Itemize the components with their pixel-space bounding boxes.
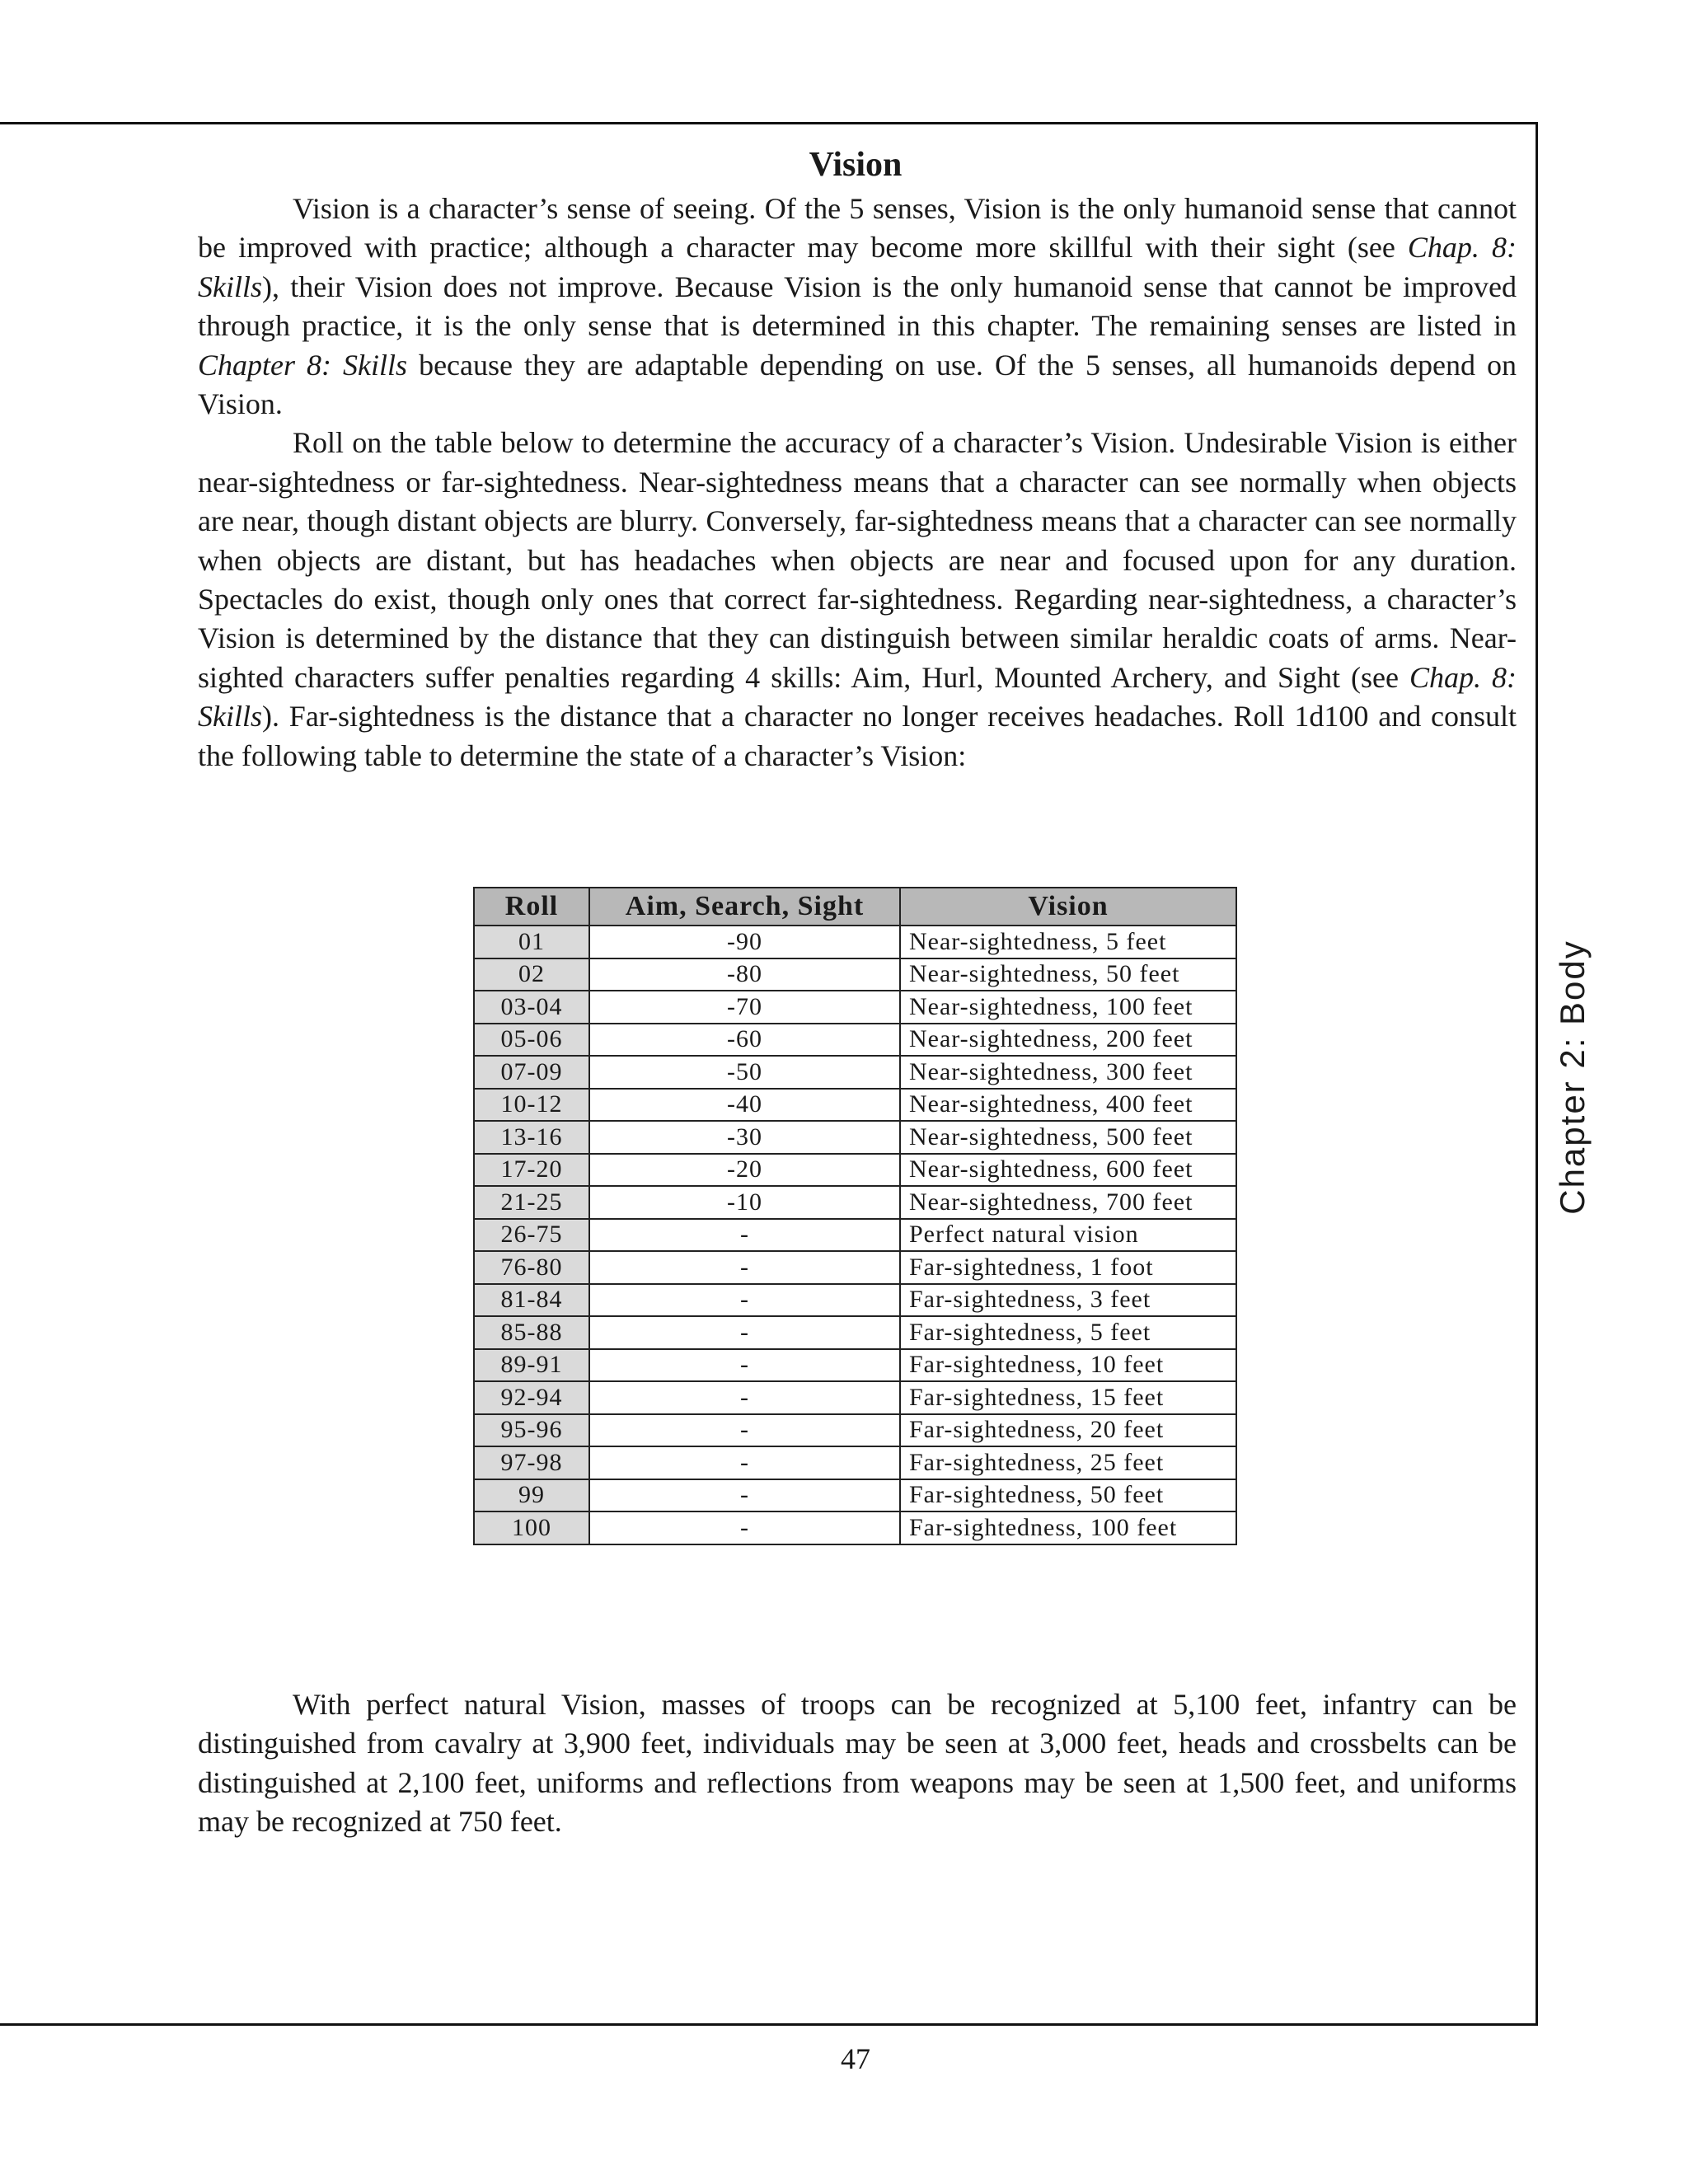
modifier-cell: -50: [589, 1056, 900, 1089]
section-title: Vision: [809, 146, 903, 184]
chapter-side-tab-label: Chapter 2: Body: [1553, 940, 1592, 1215]
vision-cell: Near-sightedness, 700 feet: [900, 1186, 1236, 1219]
vision-cell: Far-sightedness, 15 feet: [900, 1381, 1236, 1414]
table-row: [474, 1349, 1236, 1382]
vision-table: [473, 887, 1237, 1545]
modifier-cell: -: [589, 1251, 900, 1284]
intro-paragraph-1: [198, 190, 1517, 424]
roll-cell: 99: [474, 1479, 589, 1512]
modifier-cell: -60: [589, 1024, 900, 1057]
vision-cell: Near-sightedness, 500 feet: [900, 1121, 1236, 1154]
table-row: [474, 1056, 1236, 1089]
vision-cell: Far-sightedness, 25 feet: [900, 1446, 1236, 1479]
roll-cell: 01: [474, 926, 589, 958]
vision-cell: Near-sightedness, 5 feet: [900, 926, 1236, 958]
modifier-cell: -30: [589, 1121, 900, 1154]
table-body: [474, 926, 1236, 1544]
roll-cell: 100: [474, 1511, 589, 1544]
vision-cell: Near-sightedness, 200 feet: [900, 1024, 1236, 1057]
table-header-row: [474, 888, 1236, 926]
chapter-reference: Chapter 8: Skills: [198, 348, 408, 382]
vision-cell: Near-sightedness, 50 feet: [900, 958, 1236, 991]
table-row: [474, 1251, 1236, 1284]
roll-cell: 21-25: [474, 1186, 589, 1219]
roll-cell: 97-98: [474, 1446, 589, 1479]
vision-cell: Near-sightedness, 300 feet: [900, 1056, 1236, 1089]
text-run: Vision is a character’s sense of seeing. Of the 5 senses, Vision is the only humanoid sense that cannot be improved with practice; although a character may become more skillful with their sight (see: [198, 192, 1517, 265]
table-row: [474, 1089, 1236, 1122]
modifier-cell: -40: [589, 1089, 900, 1122]
text-run: ). Far-sightedness is the distance that a character no longer receives headaches. Roll 1d100 and consult the following table to determine the state of a character’s Vision:: [198, 700, 1517, 772]
outro-text: [198, 1685, 1517, 1842]
modifier-cell: -70: [589, 991, 900, 1024]
roll-cell: 81-84: [474, 1284, 589, 1317]
modifier-cell: -: [589, 1479, 900, 1512]
header-vision: Vision: [900, 888, 1236, 926]
modifier-cell: -10: [589, 1186, 900, 1219]
roll-cell: 85-88: [474, 1316, 589, 1349]
vision-cell: Near-sightedness, 400 feet: [900, 1089, 1236, 1122]
intro-paragraph-2: [198, 424, 1517, 776]
text-run: Roll on the table below to determine the accuracy of a character’s Vision. Undesirable Vision is either near-sightedness or far-sightedness. Near-sightedness means that a character can see normally when objects are near, though distant objects are blurry. Conversely, far-sightedness means that a character can see normally when objects are distant, but has headaches when objects are near and focused upon for any duration. Spectacles do exist, though only ones that correct far-sightedness. Regarding near-sightedness, a character’s Vision is determined by the distance that they can distinguish between similar heraldic coats of arms. Near-sighted characters suffer penalties regarding 4 skills: Aim, Hurl, Mounted Archery, and Sight (see: [198, 426, 1517, 694]
roll-cell: 05-06: [474, 1024, 589, 1057]
roll-cell: 07-09: [474, 1056, 589, 1089]
header-roll: Roll: [474, 888, 589, 926]
modifier-cell: -: [589, 1316, 900, 1349]
roll-cell: 13-16: [474, 1121, 589, 1154]
roll-cell: 89-91: [474, 1349, 589, 1382]
table-row: [474, 1284, 1236, 1317]
table-row: [474, 1479, 1236, 1512]
outro-paragraph: With perfect natural Vision, masses of troops can be recognized at 5,100 feet, infantry can be distinguished from cavalry at 3,900 feet, individuals may be seen at 3,000 feet, heads and crossbelts can be distinguished at 2,100 feet, uniforms and reflections from weapons may be seen at 1,500 feet, and uniforms may be recognized at 750 feet.: [198, 1688, 1517, 1839]
table-row: [474, 1316, 1236, 1349]
modifier-cell: -: [589, 1446, 900, 1479]
vision-cell: Near-sightedness, 600 feet: [900, 1154, 1236, 1187]
table-row: [474, 1511, 1236, 1544]
vision-cell: Far-sightedness, 100 feet: [900, 1511, 1236, 1544]
modifier-cell: -20: [589, 1154, 900, 1187]
modifier-cell: -: [589, 1511, 900, 1544]
modifier-cell: -: [589, 1381, 900, 1414]
roll-cell: 03-04: [474, 991, 589, 1024]
vision-cell: Far-sightedness, 10 feet: [900, 1349, 1236, 1382]
chapter-reference: Chap. 8: Skills: [198, 660, 1517, 733]
roll-cell: 10-12: [474, 1089, 589, 1122]
text-run: because they are adaptable depending on use. Of the 5 senses, all humanoids depend on Vision.: [198, 348, 1517, 421]
page-number: 47: [841, 2042, 870, 2075]
vision-cell: Far-sightedness, 1 foot: [900, 1251, 1236, 1284]
roll-cell: 92-94: [474, 1381, 589, 1414]
roll-cell: 02: [474, 958, 589, 991]
table-row: [474, 1414, 1236, 1447]
vision-cell: Far-sightedness, 5 feet: [900, 1316, 1236, 1349]
table-row: [474, 1186, 1236, 1219]
header-modifier: Aim, Search, Sight: [589, 888, 900, 926]
table-row: [474, 1154, 1236, 1187]
table-row: [474, 958, 1236, 991]
roll-cell: 17-20: [474, 1154, 589, 1187]
text-run: ), their Vision does not improve. Because Vision is the only humanoid sense that cannot be improved through practice, it is the only sense that is determined in this chapter. The remaining senses are listed in: [198, 269, 1517, 343]
modifier-cell: -: [589, 1284, 900, 1317]
modifier-cell: -80: [589, 958, 900, 991]
table-row: [474, 1121, 1236, 1154]
modifier-cell: -: [589, 1349, 900, 1382]
modifier-cell: -: [589, 1414, 900, 1447]
roll-cell: 76-80: [474, 1251, 589, 1284]
table-row: [474, 926, 1236, 958]
table-row: [474, 1381, 1236, 1414]
roll-cell: 26-75: [474, 1219, 589, 1252]
vision-cell: Near-sightedness, 100 feet: [900, 991, 1236, 1024]
vision-cell: Perfect natural vision: [900, 1219, 1236, 1252]
vision-cell: Far-sightedness, 20 feet: [900, 1414, 1236, 1447]
table-row: [474, 991, 1236, 1024]
modifier-cell: -: [589, 1219, 900, 1252]
roll-cell: 95-96: [474, 1414, 589, 1447]
intro-text: [198, 190, 1517, 776]
vision-cell: Far-sightedness, 3 feet: [900, 1284, 1236, 1317]
table-row: [474, 1446, 1236, 1479]
table-row: [474, 1219, 1236, 1252]
vision-cell: Far-sightedness, 50 feet: [900, 1479, 1236, 1512]
chapter-side-tab: [1546, 940, 1599, 1215]
table-row: [474, 1024, 1236, 1057]
chapter-reference: Chap. 8: Skills: [198, 231, 1517, 303]
modifier-cell: -90: [589, 926, 900, 958]
